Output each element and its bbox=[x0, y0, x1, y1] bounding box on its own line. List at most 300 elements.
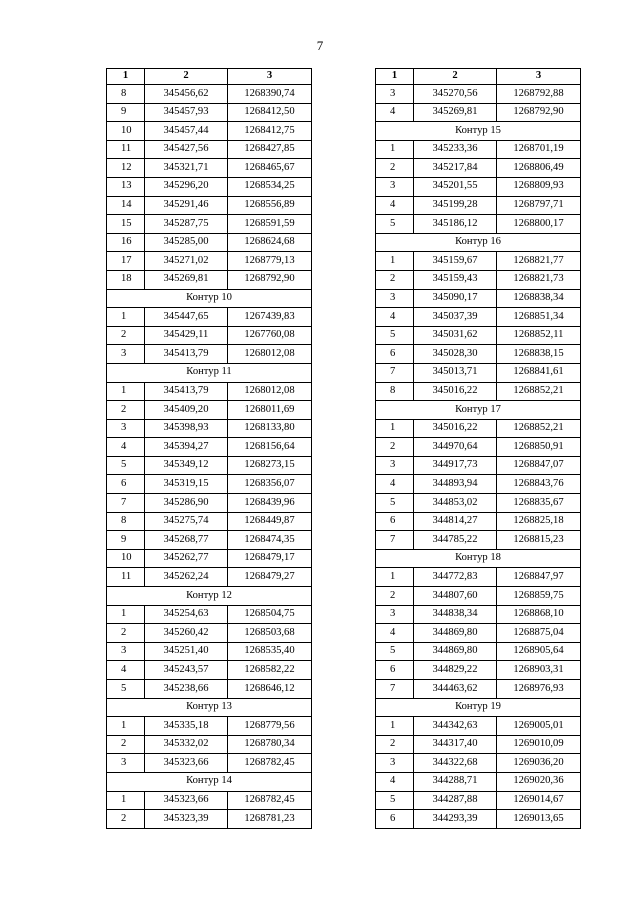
point-number-cell: 2 bbox=[376, 587, 414, 606]
table-row bbox=[107, 531, 312, 550]
y-coordinate-cell: 1268356,07 bbox=[228, 475, 312, 494]
point-number-cell: 4 bbox=[376, 308, 414, 327]
y-coordinate-cell: 1268534,25 bbox=[228, 177, 312, 196]
y-coordinate-cell: 1268809,93 bbox=[497, 177, 581, 196]
y-coordinate-cell: 1268012,08 bbox=[228, 382, 312, 401]
y-coordinate-cell: 1268859,75 bbox=[497, 587, 581, 606]
point-number-cell: 7 bbox=[376, 363, 414, 382]
point-number-cell: 1 bbox=[107, 717, 145, 736]
y-coordinate-cell: 1268535,40 bbox=[228, 642, 312, 661]
contour-heading: Контур 11 bbox=[107, 363, 312, 382]
header-cell-x: 2 bbox=[145, 69, 228, 85]
x-coordinate-cell: 345456,62 bbox=[145, 85, 228, 104]
y-coordinate-cell: 1268646,12 bbox=[228, 680, 312, 699]
contour-heading-row bbox=[107, 772, 312, 791]
table-row bbox=[107, 438, 312, 457]
point-number-cell: 7 bbox=[376, 680, 414, 699]
point-number-cell: 10 bbox=[107, 122, 145, 141]
y-coordinate-cell: 1268903,31 bbox=[497, 661, 581, 680]
point-number-cell: 2 bbox=[376, 159, 414, 178]
x-coordinate-cell: 344807,60 bbox=[414, 587, 497, 606]
table-row bbox=[107, 810, 312, 829]
table-row bbox=[376, 289, 581, 308]
x-coordinate-cell: 345271,02 bbox=[145, 252, 228, 271]
table-row bbox=[376, 754, 581, 773]
y-coordinate-cell: 1268412,75 bbox=[228, 122, 312, 141]
point-number-cell: 2 bbox=[107, 624, 145, 643]
point-number-cell: 3 bbox=[376, 177, 414, 196]
point-number-cell: 5 bbox=[107, 680, 145, 699]
y-coordinate-cell: 1268792,88 bbox=[497, 85, 581, 104]
x-coordinate-cell: 345335,18 bbox=[145, 717, 228, 736]
table-row bbox=[376, 438, 581, 457]
y-coordinate-cell: 1269014,67 bbox=[497, 791, 581, 810]
x-coordinate-cell: 344869,80 bbox=[414, 642, 497, 661]
x-coordinate-cell: 345269,81 bbox=[145, 270, 228, 289]
y-coordinate-cell: 1268503,68 bbox=[228, 624, 312, 643]
table-row bbox=[107, 791, 312, 810]
table-row bbox=[376, 326, 581, 345]
point-number-cell: 6 bbox=[376, 512, 414, 531]
y-coordinate-cell: 1268780,34 bbox=[228, 735, 312, 754]
x-coordinate-cell: 345186,12 bbox=[414, 215, 497, 234]
contour-heading: Контур 13 bbox=[107, 698, 312, 717]
table-row bbox=[107, 568, 312, 587]
x-coordinate-cell: 344869,80 bbox=[414, 624, 497, 643]
table-row bbox=[107, 270, 312, 289]
y-coordinate-cell: 1268838,34 bbox=[497, 289, 581, 308]
y-coordinate-cell: 1269036,20 bbox=[497, 754, 581, 773]
y-coordinate-cell: 1268782,45 bbox=[228, 791, 312, 810]
table-row bbox=[376, 363, 581, 382]
table-row bbox=[107, 345, 312, 364]
x-coordinate-cell: 345285,00 bbox=[145, 233, 228, 252]
table-row bbox=[107, 475, 312, 494]
point-number-cell: 10 bbox=[107, 549, 145, 568]
point-number-cell: 2 bbox=[376, 270, 414, 289]
table-row bbox=[376, 810, 581, 829]
point-number-cell: 6 bbox=[376, 661, 414, 680]
table-row bbox=[107, 624, 312, 643]
table-row bbox=[107, 549, 312, 568]
x-coordinate-cell: 344288,71 bbox=[414, 772, 497, 791]
table-row bbox=[376, 103, 581, 122]
y-coordinate-cell: 1268905,64 bbox=[497, 642, 581, 661]
x-coordinate-cell: 345251,40 bbox=[145, 642, 228, 661]
table-row bbox=[107, 215, 312, 234]
y-coordinate-cell: 1268449,87 bbox=[228, 512, 312, 531]
point-number-cell: 1 bbox=[107, 605, 145, 624]
table-row bbox=[376, 252, 581, 271]
point-number-cell: 3 bbox=[376, 85, 414, 104]
table-row bbox=[107, 159, 312, 178]
table-row bbox=[376, 642, 581, 661]
x-coordinate-cell: 344838,34 bbox=[414, 605, 497, 624]
x-coordinate-cell: 345262,77 bbox=[145, 549, 228, 568]
x-coordinate-cell: 345429,11 bbox=[145, 326, 228, 345]
y-coordinate-cell: 1268390,74 bbox=[228, 85, 312, 104]
y-coordinate-cell: 1268582,22 bbox=[228, 661, 312, 680]
x-coordinate-cell: 344814,27 bbox=[414, 512, 497, 531]
table-row bbox=[107, 419, 312, 438]
contour-heading-row bbox=[376, 549, 581, 568]
x-coordinate-cell: 345037,39 bbox=[414, 308, 497, 327]
x-coordinate-cell: 345275,74 bbox=[145, 512, 228, 531]
y-coordinate-cell: 1268815,23 bbox=[497, 531, 581, 550]
y-coordinate-cell: 1268806,49 bbox=[497, 159, 581, 178]
y-coordinate-cell: 1268427,85 bbox=[228, 140, 312, 159]
y-coordinate-cell: 1268504,75 bbox=[228, 605, 312, 624]
point-number-cell: 16 bbox=[107, 233, 145, 252]
point-number-cell: 4 bbox=[376, 624, 414, 643]
point-number-cell: 4 bbox=[107, 438, 145, 457]
point-number-cell: 4 bbox=[376, 196, 414, 215]
y-coordinate-cell: 1268779,13 bbox=[228, 252, 312, 271]
point-number-cell: 2 bbox=[376, 735, 414, 754]
table-row bbox=[107, 233, 312, 252]
table-row bbox=[376, 308, 581, 327]
contour-heading: Контур 12 bbox=[107, 587, 312, 606]
x-coordinate-cell: 344317,40 bbox=[414, 735, 497, 754]
y-coordinate-cell: 1268412,50 bbox=[228, 103, 312, 122]
y-coordinate-cell: 1268782,45 bbox=[228, 754, 312, 773]
table-row bbox=[376, 270, 581, 289]
contour-heading-row bbox=[376, 233, 581, 252]
point-number-cell: 11 bbox=[107, 568, 145, 587]
x-coordinate-cell: 345413,79 bbox=[145, 382, 228, 401]
x-coordinate-cell: 345201,55 bbox=[414, 177, 497, 196]
y-coordinate-cell: 1267760,08 bbox=[228, 326, 312, 345]
x-coordinate-cell: 345268,77 bbox=[145, 531, 228, 550]
y-coordinate-cell: 1268474,35 bbox=[228, 531, 312, 550]
contour-heading: Контур 17 bbox=[376, 401, 581, 420]
contour-heading-row bbox=[107, 289, 312, 308]
point-number-cell: 5 bbox=[107, 456, 145, 475]
x-coordinate-cell: 345243,57 bbox=[145, 661, 228, 680]
point-number-cell: 5 bbox=[376, 494, 414, 513]
point-number-cell: 1 bbox=[376, 568, 414, 587]
x-coordinate-cell: 344917,73 bbox=[414, 456, 497, 475]
table-row bbox=[376, 605, 581, 624]
table-body bbox=[376, 85, 581, 829]
y-coordinate-cell: 1268851,34 bbox=[497, 308, 581, 327]
y-coordinate-cell: 1268800,17 bbox=[497, 215, 581, 234]
point-number-cell: 1 bbox=[107, 308, 145, 327]
table-row bbox=[376, 494, 581, 513]
point-number-cell: 2 bbox=[107, 810, 145, 829]
x-coordinate-cell: 345394,27 bbox=[145, 438, 228, 457]
contour-heading: Контур 15 bbox=[376, 122, 581, 141]
y-coordinate-cell: 1268556,89 bbox=[228, 196, 312, 215]
x-coordinate-cell: 345031,62 bbox=[414, 326, 497, 345]
x-coordinate-cell: 345269,81 bbox=[414, 103, 497, 122]
point-number-cell: 6 bbox=[107, 475, 145, 494]
point-number-cell: 3 bbox=[376, 456, 414, 475]
y-coordinate-cell: 1268838,15 bbox=[497, 345, 581, 364]
table-row bbox=[376, 382, 581, 401]
table-row bbox=[107, 717, 312, 736]
x-coordinate-cell: 345427,56 bbox=[145, 140, 228, 159]
x-coordinate-cell: 345319,15 bbox=[145, 475, 228, 494]
point-number-cell: 14 bbox=[107, 196, 145, 215]
point-number-cell: 4 bbox=[376, 772, 414, 791]
point-number-cell: 3 bbox=[107, 419, 145, 438]
point-number-cell: 6 bbox=[376, 810, 414, 829]
x-coordinate-cell: 345260,42 bbox=[145, 624, 228, 643]
point-number-cell: 1 bbox=[376, 717, 414, 736]
point-number-cell: 5 bbox=[376, 791, 414, 810]
point-number-cell: 3 bbox=[107, 642, 145, 661]
table-row bbox=[107, 308, 312, 327]
table-row bbox=[376, 624, 581, 643]
table-row bbox=[107, 252, 312, 271]
point-number-cell: 1 bbox=[376, 252, 414, 271]
point-number-cell: 4 bbox=[107, 661, 145, 680]
table-row bbox=[107, 382, 312, 401]
y-coordinate-cell: 1268821,77 bbox=[497, 252, 581, 271]
x-coordinate-cell: 345291,46 bbox=[145, 196, 228, 215]
x-coordinate-cell: 345013,71 bbox=[414, 363, 497, 382]
table-row bbox=[376, 661, 581, 680]
point-number-cell: 9 bbox=[107, 103, 145, 122]
table-row bbox=[376, 680, 581, 699]
contour-heading: Контур 19 bbox=[376, 698, 581, 717]
y-coordinate-cell: 1268792,90 bbox=[497, 103, 581, 122]
y-coordinate-cell: 1268133,80 bbox=[228, 419, 312, 438]
y-coordinate-cell: 1268852,21 bbox=[497, 382, 581, 401]
point-number-cell: 4 bbox=[376, 475, 414, 494]
table-row bbox=[107, 326, 312, 345]
y-coordinate-cell: 1268792,90 bbox=[228, 270, 312, 289]
y-coordinate-cell: 1268781,23 bbox=[228, 810, 312, 829]
x-coordinate-cell: 345217,84 bbox=[414, 159, 497, 178]
table-body bbox=[107, 85, 312, 829]
x-coordinate-cell: 345332,02 bbox=[145, 735, 228, 754]
point-number-cell: 2 bbox=[107, 326, 145, 345]
header-cell-y: 3 bbox=[228, 69, 312, 85]
x-coordinate-cell: 345233,36 bbox=[414, 140, 497, 159]
point-number-cell: 1 bbox=[107, 791, 145, 810]
x-coordinate-cell: 345447,65 bbox=[145, 308, 228, 327]
table-row bbox=[376, 735, 581, 754]
y-coordinate-cell: 1268835,67 bbox=[497, 494, 581, 513]
x-coordinate-cell: 345323,66 bbox=[145, 791, 228, 810]
table-row bbox=[107, 680, 312, 699]
y-coordinate-cell: 1268852,21 bbox=[497, 419, 581, 438]
y-coordinate-cell: 1269005,01 bbox=[497, 717, 581, 736]
point-number-cell: 12 bbox=[107, 159, 145, 178]
y-coordinate-cell: 1268779,56 bbox=[228, 717, 312, 736]
x-coordinate-cell: 344293,39 bbox=[414, 810, 497, 829]
contour-heading: Контур 14 bbox=[107, 772, 312, 791]
y-coordinate-cell: 1268591,59 bbox=[228, 215, 312, 234]
header-cell-y: 3 bbox=[497, 69, 581, 85]
x-coordinate-cell: 345159,43 bbox=[414, 270, 497, 289]
x-coordinate-cell: 344322,68 bbox=[414, 754, 497, 773]
table-row bbox=[376, 456, 581, 475]
x-coordinate-cell: 344829,22 bbox=[414, 661, 497, 680]
y-coordinate-cell: 1268847,97 bbox=[497, 568, 581, 587]
table-row bbox=[376, 345, 581, 364]
point-number-cell: 6 bbox=[376, 345, 414, 364]
coordinates-table-right bbox=[375, 68, 581, 829]
table-row bbox=[376, 568, 581, 587]
table-row bbox=[376, 587, 581, 606]
y-coordinate-cell: 1268868,10 bbox=[497, 605, 581, 624]
table-row bbox=[376, 717, 581, 736]
point-number-cell: 3 bbox=[376, 605, 414, 624]
x-coordinate-cell: 345413,79 bbox=[145, 345, 228, 364]
point-number-cell: 5 bbox=[376, 215, 414, 234]
table-row bbox=[107, 754, 312, 773]
point-number-cell: 3 bbox=[376, 289, 414, 308]
y-coordinate-cell: 1268825,18 bbox=[497, 512, 581, 531]
y-coordinate-cell: 1268797,71 bbox=[497, 196, 581, 215]
x-coordinate-cell: 345287,75 bbox=[145, 215, 228, 234]
point-number-cell: 15 bbox=[107, 215, 145, 234]
point-number-cell: 7 bbox=[376, 531, 414, 550]
point-number-cell: 1 bbox=[376, 140, 414, 159]
table-row bbox=[376, 475, 581, 494]
y-coordinate-cell: 1268843,76 bbox=[497, 475, 581, 494]
x-coordinate-cell: 344772,83 bbox=[414, 568, 497, 587]
coordinates-table-left bbox=[106, 68, 312, 829]
y-coordinate-cell: 1269010,09 bbox=[497, 735, 581, 754]
y-coordinate-cell: 1268850,91 bbox=[497, 438, 581, 457]
x-coordinate-cell: 345457,93 bbox=[145, 103, 228, 122]
x-coordinate-cell: 345016,22 bbox=[414, 382, 497, 401]
x-coordinate-cell: 345262,24 bbox=[145, 568, 228, 587]
contour-heading-row bbox=[107, 587, 312, 606]
y-coordinate-cell: 1268624,68 bbox=[228, 233, 312, 252]
point-number-cell: 17 bbox=[107, 252, 145, 271]
table-row bbox=[107, 661, 312, 680]
x-coordinate-cell: 345090,17 bbox=[414, 289, 497, 308]
table-row bbox=[107, 494, 312, 513]
table-header-row bbox=[376, 69, 581, 85]
point-number-cell: 2 bbox=[107, 735, 145, 754]
contour-heading-row bbox=[376, 122, 581, 141]
y-coordinate-cell: 1268479,27 bbox=[228, 568, 312, 587]
x-coordinate-cell: 345159,67 bbox=[414, 252, 497, 271]
point-number-cell: 11 bbox=[107, 140, 145, 159]
point-number-cell: 5 bbox=[376, 326, 414, 345]
table-row bbox=[376, 772, 581, 791]
y-coordinate-cell: 1268012,08 bbox=[228, 345, 312, 364]
contour-heading: Контур 10 bbox=[107, 289, 312, 308]
table-row bbox=[107, 512, 312, 531]
table-row bbox=[376, 177, 581, 196]
x-coordinate-cell: 345286,90 bbox=[145, 494, 228, 513]
x-coordinate-cell: 345016,22 bbox=[414, 419, 497, 438]
x-coordinate-cell: 344287,88 bbox=[414, 791, 497, 810]
point-number-cell: 1 bbox=[376, 419, 414, 438]
page-number: 7 bbox=[316, 38, 324, 53]
x-coordinate-cell: 344970,64 bbox=[414, 438, 497, 457]
point-number-cell: 2 bbox=[376, 438, 414, 457]
point-number-cell: 8 bbox=[107, 85, 145, 104]
x-coordinate-cell: 345270,56 bbox=[414, 85, 497, 104]
table-row bbox=[107, 401, 312, 420]
y-coordinate-cell: 1268011,69 bbox=[228, 401, 312, 420]
header-cell-x: 2 bbox=[414, 69, 497, 85]
y-coordinate-cell: 1268852,11 bbox=[497, 326, 581, 345]
x-coordinate-cell: 345321,71 bbox=[145, 159, 228, 178]
x-coordinate-cell: 344463,62 bbox=[414, 680, 497, 699]
point-number-cell: 8 bbox=[107, 512, 145, 531]
y-coordinate-cell: 1268701,19 bbox=[497, 140, 581, 159]
y-coordinate-cell: 1268273,15 bbox=[228, 456, 312, 475]
x-coordinate-cell: 344893,94 bbox=[414, 475, 497, 494]
x-coordinate-cell: 345254,63 bbox=[145, 605, 228, 624]
table-row bbox=[376, 215, 581, 234]
x-coordinate-cell: 345296,20 bbox=[145, 177, 228, 196]
y-coordinate-cell: 1268976,93 bbox=[497, 680, 581, 699]
table-row bbox=[107, 85, 312, 104]
point-number-cell: 2 bbox=[107, 401, 145, 420]
table-row bbox=[376, 512, 581, 531]
table-header-row bbox=[107, 69, 312, 85]
table-row bbox=[107, 122, 312, 141]
y-coordinate-cell: 1268479,17 bbox=[228, 549, 312, 568]
point-number-cell: 3 bbox=[107, 754, 145, 773]
y-coordinate-cell: 1268156,64 bbox=[228, 438, 312, 457]
table-row bbox=[107, 140, 312, 159]
y-coordinate-cell: 1268841,61 bbox=[497, 363, 581, 382]
x-coordinate-cell: 344785,22 bbox=[414, 531, 497, 550]
y-coordinate-cell: 1268847,07 bbox=[497, 456, 581, 475]
point-number-cell: 8 bbox=[376, 382, 414, 401]
x-coordinate-cell: 345349,12 bbox=[145, 456, 228, 475]
header-cell-point-number: 1 bbox=[376, 69, 414, 85]
contour-heading: Контур 16 bbox=[376, 233, 581, 252]
header-cell-point-number: 1 bbox=[107, 69, 145, 85]
y-coordinate-cell: 1268821,73 bbox=[497, 270, 581, 289]
table-row bbox=[376, 159, 581, 178]
point-number-cell: 18 bbox=[107, 270, 145, 289]
point-number-cell: 3 bbox=[107, 345, 145, 364]
y-coordinate-cell: 1268875,04 bbox=[497, 624, 581, 643]
table-row bbox=[107, 642, 312, 661]
point-number-cell: 3 bbox=[376, 754, 414, 773]
y-coordinate-cell: 1268465,67 bbox=[228, 159, 312, 178]
table-row bbox=[107, 177, 312, 196]
table-row bbox=[376, 140, 581, 159]
table-row bbox=[376, 419, 581, 438]
point-number-cell: 5 bbox=[376, 642, 414, 661]
point-number-cell: 1 bbox=[107, 382, 145, 401]
contour-heading: Контур 18 bbox=[376, 549, 581, 568]
contour-heading-row bbox=[376, 698, 581, 717]
table-row bbox=[376, 531, 581, 550]
table-row bbox=[107, 456, 312, 475]
table-row bbox=[376, 196, 581, 215]
table-row bbox=[107, 735, 312, 754]
x-coordinate-cell: 345238,66 bbox=[145, 680, 228, 699]
x-coordinate-cell: 345409,20 bbox=[145, 401, 228, 420]
table-row bbox=[376, 85, 581, 104]
table-row bbox=[107, 196, 312, 215]
x-coordinate-cell: 345323,66 bbox=[145, 754, 228, 773]
x-coordinate-cell: 345323,39 bbox=[145, 810, 228, 829]
table-row bbox=[107, 605, 312, 624]
x-coordinate-cell: 345398,93 bbox=[145, 419, 228, 438]
table-row bbox=[107, 103, 312, 122]
point-number-cell: 4 bbox=[376, 103, 414, 122]
contour-heading-row bbox=[376, 401, 581, 420]
table-row bbox=[376, 791, 581, 810]
x-coordinate-cell: 345028,30 bbox=[414, 345, 497, 364]
